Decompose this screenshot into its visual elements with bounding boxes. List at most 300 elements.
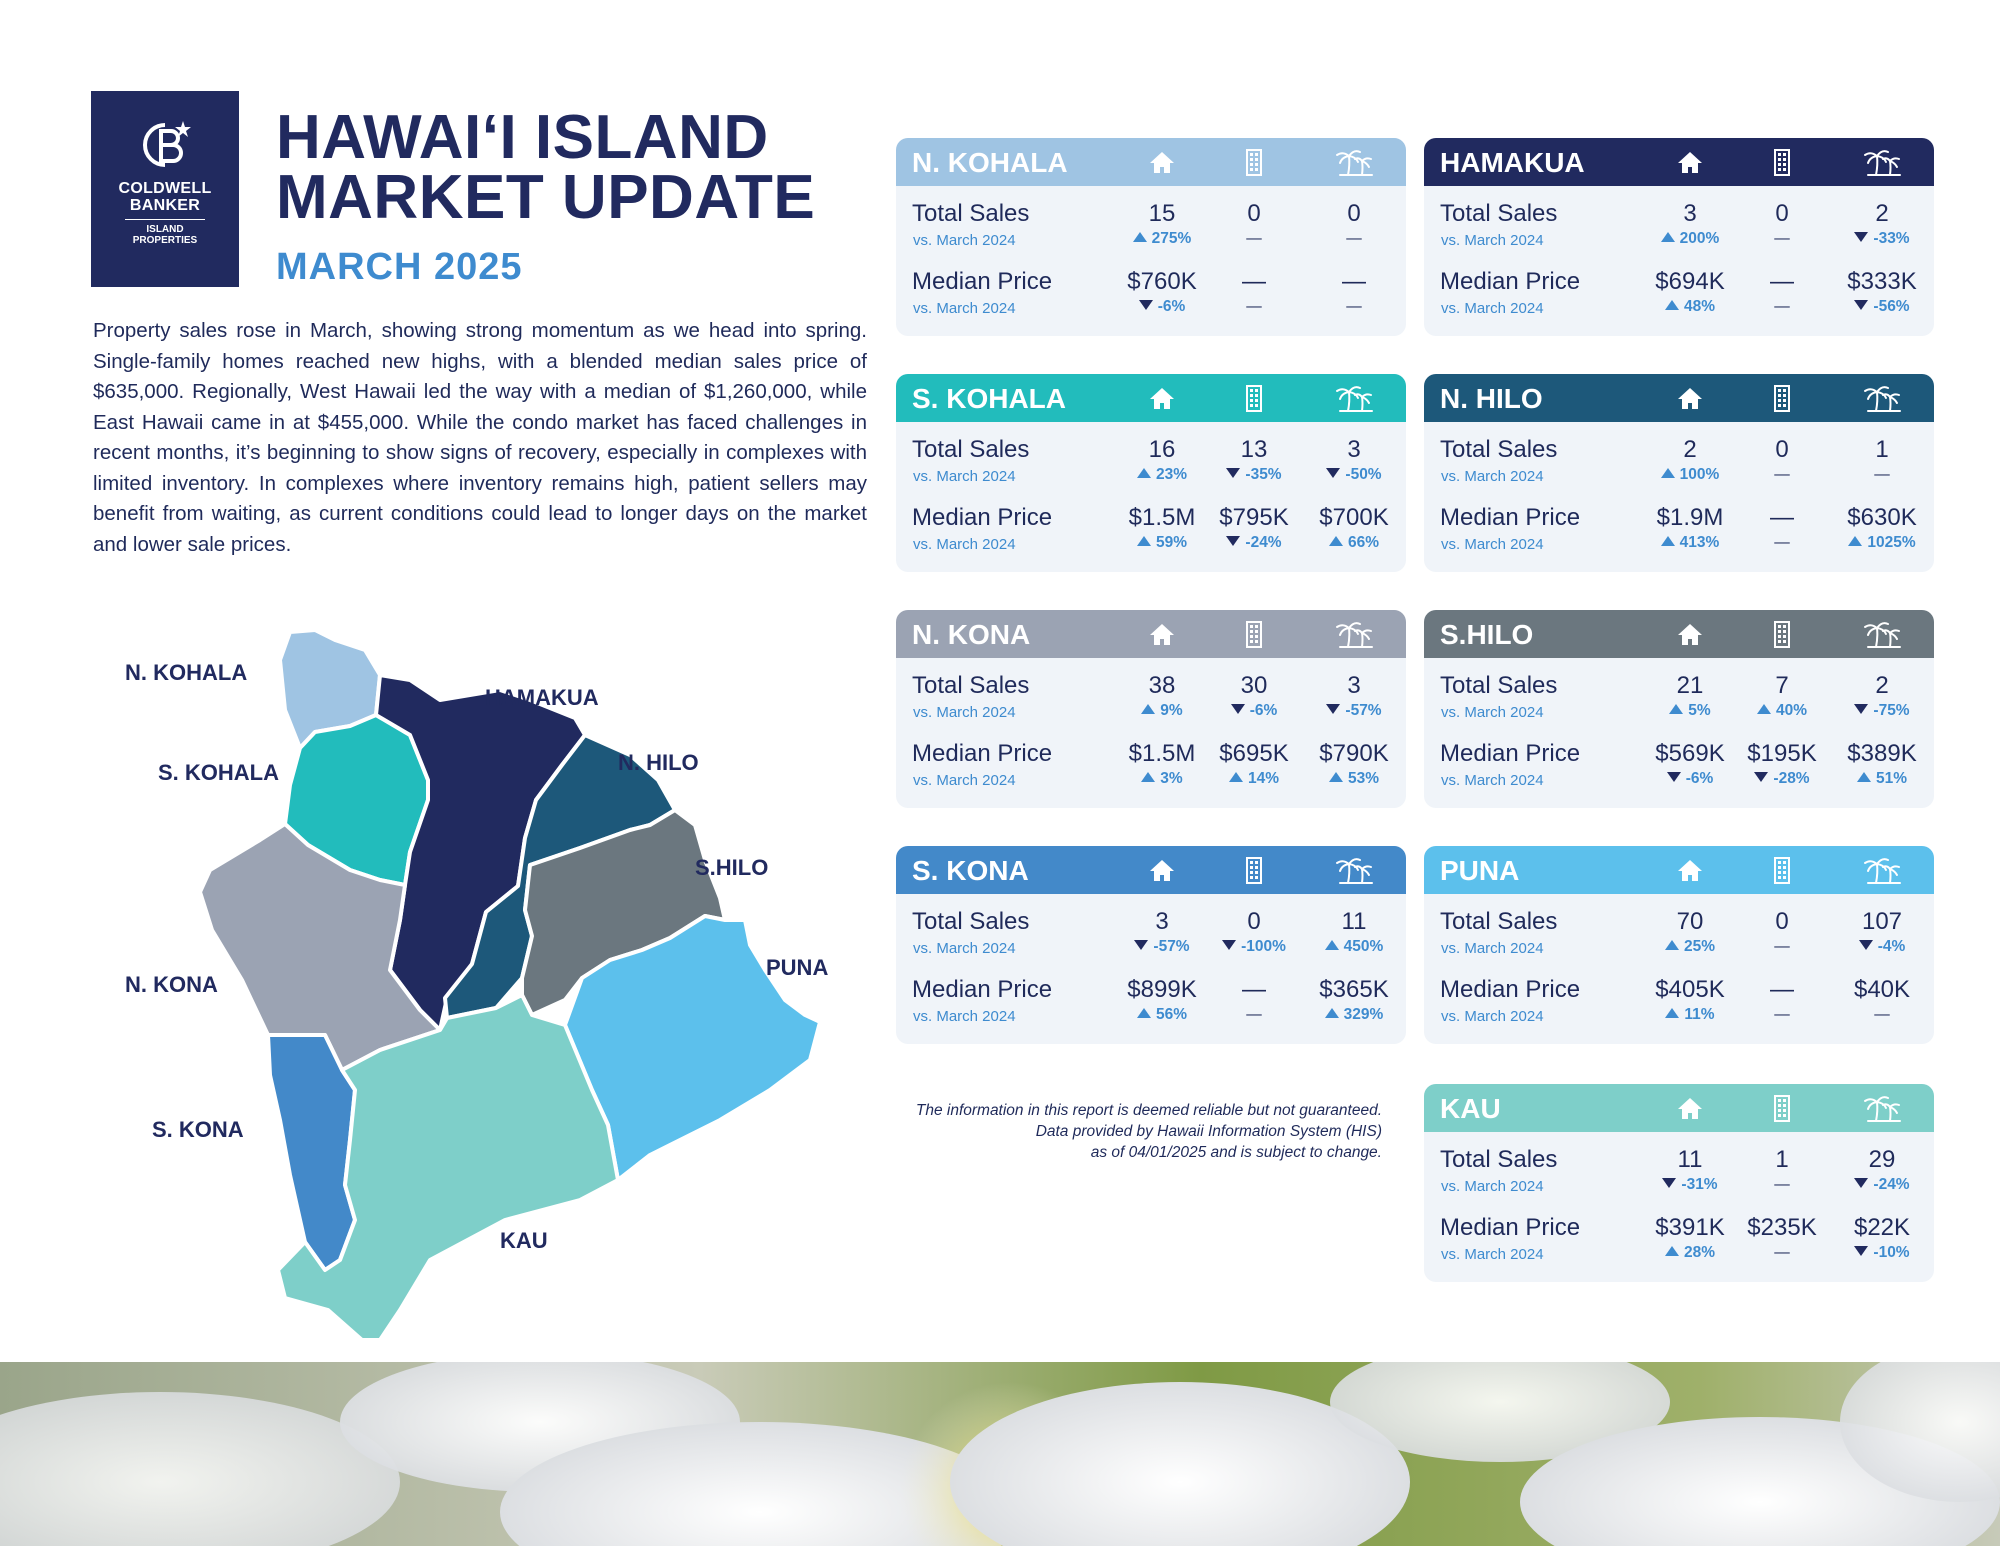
arrow-up-icon (1137, 536, 1151, 546)
change-value (1204, 228, 1304, 250)
metric-label: Total Sales (912, 908, 1030, 935)
metric-cell (1304, 504, 1404, 554)
home-icon (1147, 855, 1177, 885)
metric-cell (1732, 672, 1832, 722)
arrow-down-icon (1226, 468, 1240, 478)
metric-value: $1.5M (1128, 504, 1196, 531)
region-card-header (896, 846, 1406, 894)
map-label-hamakua: HAMAKUA (485, 685, 599, 710)
change-value (1832, 1004, 1932, 1026)
change-value (1732, 1004, 1832, 1026)
region-name: HAMAKUA (1440, 147, 1585, 178)
metric-label: Median Price (1440, 740, 1581, 767)
metric-cell (1832, 976, 1932, 1026)
land-palm-icon (1862, 147, 1892, 177)
comparison-label: vs. March 2024 (913, 536, 1016, 553)
region-name: KAU (1440, 1093, 1501, 1124)
home-icon (1147, 383, 1177, 413)
change-text: -6% (1685, 770, 1714, 787)
change-text: — (1774, 938, 1790, 955)
arrow-up-icon (1325, 1008, 1339, 1018)
change-value (1640, 296, 1740, 318)
change-value (1112, 228, 1212, 250)
title-line-1: HAWAI‘I ISLAND (276, 103, 769, 172)
change-value (1832, 228, 1932, 250)
change-value (1304, 1004, 1404, 1026)
change-text: — (1246, 298, 1262, 315)
metric-value: 1 (1775, 1146, 1789, 1173)
disclaimer-line-1: The information in this report is deemed reliable but not guaranteed. (915, 1102, 1382, 1119)
comparison-label: vs. March 2024 (1441, 772, 1544, 789)
comparison-label: vs. March 2024 (1441, 232, 1544, 249)
change-value (1732, 532, 1832, 554)
metric-cell (1732, 504, 1832, 554)
change-text: 1025% (1867, 534, 1916, 551)
change-text: 56% (1155, 1006, 1188, 1023)
change-text: — (1874, 466, 1890, 483)
region-card (896, 610, 1406, 808)
logo-sub-line1: ISLAND (146, 224, 184, 235)
metric-value: 38 (1148, 672, 1176, 699)
condo-icon (1767, 383, 1797, 413)
metric-value: 0 (1247, 908, 1261, 935)
metric-value: 0 (1247, 200, 1261, 227)
comparison-label: vs. March 2024 (913, 940, 1016, 957)
condo-icon (1767, 147, 1797, 177)
comparison-label: vs. March 2024 (913, 704, 1016, 721)
total-sales-row (896, 436, 1406, 500)
total-sales-row (896, 908, 1406, 972)
change-text: -28% (1773, 770, 1810, 787)
metric-cell (1732, 1146, 1832, 1196)
land-palm-icon (1334, 619, 1364, 649)
metric-label: Total Sales (912, 672, 1030, 699)
metric-label: Median Price (912, 976, 1053, 1003)
change-value (1640, 1004, 1740, 1026)
region-name: S.HILO (1440, 619, 1534, 650)
metric-value: 3 (1347, 436, 1361, 463)
metric-label: Total Sales (912, 200, 1030, 227)
arrow-down-icon (1667, 772, 1681, 782)
map-label-s-kona: S. KONA (152, 1117, 244, 1142)
change-text: 14% (1247, 770, 1280, 787)
median-price-row (1424, 1214, 1934, 1278)
metric-value: $235K (1747, 1214, 1817, 1241)
change-text: -31% (1681, 1176, 1718, 1193)
metric-value: 3 (1683, 200, 1697, 227)
metric-cell (1112, 740, 1212, 790)
comparison-label: vs. March 2024 (913, 468, 1016, 485)
metric-value: — (1770, 976, 1794, 1003)
region-card-header (1424, 610, 1934, 658)
change-value (1732, 768, 1832, 790)
metric-label: Median Price (912, 740, 1053, 767)
metric-cell (1832, 200, 1932, 250)
metric-cell (1832, 740, 1932, 790)
arrow-up-icon (1661, 232, 1675, 242)
metric-value: — (1770, 504, 1794, 531)
comparison-label: vs. March 2024 (913, 1008, 1016, 1025)
metric-value: 3 (1155, 908, 1169, 935)
metric-value: — (1242, 976, 1266, 1003)
metric-label: Median Price (912, 268, 1053, 295)
logo-sub-line2: PROPERTIES (132, 235, 198, 246)
change-value (1832, 1174, 1932, 1196)
metric-cell (1640, 976, 1740, 1026)
change-value (1112, 532, 1212, 554)
arrow-down-icon (1854, 1178, 1868, 1188)
metric-label: Total Sales (1440, 200, 1558, 227)
change-text: — (1246, 230, 1262, 247)
map-label-s-kohala: S. KOHALA (158, 760, 279, 785)
metric-cell (1304, 200, 1404, 250)
home-icon (1147, 147, 1177, 177)
total-sales-row (896, 200, 1406, 264)
comparison-label: vs. March 2024 (1441, 1178, 1544, 1195)
arrow-down-icon (1854, 232, 1868, 242)
condo-icon (1239, 383, 1269, 413)
metric-cell (1112, 672, 1212, 722)
change-text: — (1346, 298, 1362, 315)
metric-value: $195K (1747, 740, 1817, 767)
metric-value: 1 (1875, 436, 1889, 463)
change-text: 66% (1347, 534, 1380, 551)
change-text: — (1774, 1006, 1790, 1023)
island-map (110, 620, 840, 1350)
arrow-up-icon (1141, 772, 1155, 782)
change-value (1732, 700, 1832, 722)
region-card-header (896, 374, 1406, 422)
arrow-down-icon (1854, 300, 1868, 310)
change-value (1640, 464, 1740, 486)
change-text: — (1346, 230, 1362, 247)
change-text: -6% (1157, 298, 1186, 315)
change-text: 28% (1683, 1244, 1716, 1261)
region-card (1424, 610, 1934, 808)
condo-icon (1767, 855, 1797, 885)
home-icon (1675, 147, 1705, 177)
change-value (1112, 464, 1212, 486)
median-price-row (896, 504, 1406, 568)
change-value (1112, 296, 1212, 318)
region-card-header (1424, 138, 1934, 186)
change-value (1304, 700, 1404, 722)
metric-cell (1204, 268, 1304, 318)
change-value (1112, 768, 1212, 790)
median-price-row (896, 740, 1406, 804)
change-value (1832, 768, 1932, 790)
condo-icon (1239, 147, 1269, 177)
change-text: 11% (1684, 1006, 1715, 1023)
comparison-label: vs. March 2024 (913, 232, 1016, 249)
page-title (276, 103, 816, 232)
change-value (1732, 228, 1832, 250)
arrow-down-icon (1854, 704, 1868, 714)
change-value (1204, 700, 1304, 722)
arrow-up-icon (1325, 940, 1339, 950)
page-subtitle: MARCH 2025 (276, 246, 523, 288)
change-value (1204, 936, 1304, 958)
change-text: — (1774, 466, 1790, 483)
arrow-up-icon (1329, 772, 1343, 782)
metric-label: Total Sales (1440, 1146, 1558, 1173)
metric-value: $760K (1127, 268, 1197, 295)
change-text: 48% (1683, 298, 1716, 315)
arrow-down-icon (1326, 468, 1340, 478)
change-value (1640, 532, 1740, 554)
metric-cell (1732, 740, 1832, 790)
metric-cell (1732, 908, 1832, 958)
land-palm-icon (1334, 383, 1364, 413)
change-value (1640, 1174, 1740, 1196)
change-text: — (1774, 1244, 1790, 1261)
metric-value: $333K (1847, 268, 1917, 295)
metric-cell (1732, 1214, 1832, 1264)
metric-cell (1112, 504, 1212, 554)
metric-value: 29 (1868, 1146, 1896, 1173)
change-value (1640, 1242, 1740, 1264)
metric-label: Total Sales (912, 436, 1030, 463)
metric-cell (1204, 200, 1304, 250)
metric-value: $630K (1847, 504, 1917, 531)
metric-value: 3 (1347, 672, 1361, 699)
metric-value: $405K (1655, 976, 1725, 1003)
home-icon (1147, 619, 1177, 649)
metric-cell (1112, 976, 1212, 1026)
change-value (1112, 700, 1212, 722)
change-text: -57% (1345, 702, 1382, 719)
median-price-row (1424, 740, 1934, 804)
change-text: — (1246, 1006, 1262, 1023)
arrow-up-icon (1141, 704, 1155, 714)
metric-cell (1640, 1214, 1740, 1264)
metric-cell (1204, 436, 1304, 486)
title-line-2: MARKET UPDATE (276, 163, 816, 232)
arrow-up-icon (1133, 232, 1147, 242)
comparison-label: vs. March 2024 (1441, 300, 1544, 317)
land-palm-icon (1862, 855, 1892, 885)
map-label-s-hilo: S.HILO (695, 855, 769, 880)
metric-cell (1732, 436, 1832, 486)
metric-cell (1640, 436, 1740, 486)
metric-value: 13 (1240, 436, 1268, 463)
arrow-up-icon (1661, 536, 1675, 546)
change-text: -50% (1345, 466, 1382, 483)
metric-value: — (1242, 268, 1266, 295)
total-sales-row (1424, 1146, 1934, 1210)
metric-cell (1204, 976, 1304, 1026)
metric-cell (1304, 436, 1404, 486)
home-icon (1675, 383, 1705, 413)
land-palm-icon (1334, 147, 1364, 177)
metric-value: 16 (1148, 436, 1176, 463)
metric-cell (1204, 740, 1304, 790)
change-text: -24% (1245, 534, 1282, 551)
metric-label: Total Sales (1440, 436, 1558, 463)
region-name: PUNA (1440, 855, 1520, 886)
median-price-row (1424, 268, 1934, 332)
change-text: 51% (1875, 770, 1908, 787)
change-text: 5% (1688, 702, 1711, 719)
home-icon (1675, 855, 1705, 885)
arrow-up-icon (1665, 1246, 1679, 1256)
metric-label: Median Price (1440, 504, 1581, 531)
arrow-up-icon (1857, 772, 1871, 782)
metric-cell (1304, 672, 1404, 722)
metric-value: 2 (1875, 672, 1889, 699)
median-price-row (896, 268, 1406, 332)
map-label-n-kohala: N. KOHALA (125, 660, 248, 685)
median-price-row (896, 976, 1406, 1040)
metric-cell (1832, 436, 1932, 486)
region-name: N. HILO (1440, 383, 1543, 414)
change-value (1832, 1242, 1932, 1264)
region-card-header (896, 610, 1406, 658)
change-value (1732, 936, 1832, 958)
arrow-down-icon (1854, 1246, 1868, 1256)
change-text: -57% (1153, 938, 1190, 955)
region-name: N. KOHALA (912, 147, 1068, 178)
change-text: 40% (1775, 702, 1808, 719)
arrow-up-icon (1757, 704, 1771, 714)
comparison-label: vs. March 2024 (1441, 1246, 1544, 1263)
cb-monogram-icon (135, 117, 195, 175)
total-sales-row (1424, 436, 1934, 500)
metric-value: $695K (1219, 740, 1289, 767)
region-name: N. KONA (912, 619, 1031, 650)
change-text: -35% (1245, 466, 1282, 483)
logo-brand-line1: COLDWELL (118, 180, 212, 197)
change-value (1304, 936, 1404, 958)
change-text: — (1774, 534, 1790, 551)
arrow-down-icon (1662, 1178, 1676, 1188)
intro-paragraph: Property sales rose in March, showing strong momentum as we head into spring. Single-family homes reached new highs, with a blended median sales price of $635,000. Regionally, West Hawaii led the way with a median of $1,260,000, while East Hawaii came in at $455,000. While the condo market has faced challenges in recent months, it’s beginning to show signs of recovery, especially in complexes with limited inventory. In complexes where inventory remains high, patient sellers may benefit from waiting, as current conditions could lead to longer days on the market and lower sale prices. (93, 319, 867, 556)
arrow-up-icon (1661, 468, 1675, 478)
condo-icon (1239, 619, 1269, 649)
change-value (1732, 464, 1832, 486)
metric-cell (1204, 908, 1304, 958)
metric-cell (1640, 200, 1740, 250)
change-value (1640, 228, 1740, 250)
metric-cell (1304, 976, 1404, 1026)
change-text: 53% (1347, 770, 1380, 787)
change-value (1304, 228, 1404, 250)
metric-value: 0 (1775, 908, 1789, 935)
comparison-label: vs. March 2024 (1441, 704, 1544, 721)
comparison-label: vs. March 2024 (1441, 536, 1544, 553)
change-text: -56% (1873, 298, 1910, 315)
total-sales-row (1424, 908, 1934, 972)
arrow-down-icon (1134, 940, 1148, 950)
change-text: 100% (1679, 466, 1720, 483)
change-text: 25% (1683, 938, 1716, 955)
metric-cell (1832, 908, 1932, 958)
arrow-down-icon (1222, 940, 1236, 950)
region-card (1424, 374, 1934, 572)
condo-icon (1239, 855, 1269, 885)
arrow-down-icon (1326, 704, 1340, 714)
change-value (1204, 296, 1304, 318)
region-card (1424, 846, 1934, 1044)
change-text: 450% (1343, 938, 1384, 955)
change-text: 59% (1155, 534, 1188, 551)
condo-icon (1767, 619, 1797, 649)
metric-cell (1112, 436, 1212, 486)
metric-value: 21 (1676, 672, 1704, 699)
change-value (1112, 936, 1212, 958)
metric-cell (1640, 1146, 1740, 1196)
metric-value: 0 (1775, 200, 1789, 227)
change-text: -100% (1241, 938, 1286, 955)
change-text: -4% (1877, 938, 1906, 955)
coldwell-banker-logo (91, 91, 239, 287)
comparison-label: vs. March 2024 (1441, 1008, 1544, 1025)
map-label-kau: KAU (500, 1228, 548, 1253)
metric-cell (1204, 504, 1304, 554)
change-text: — (1774, 298, 1790, 315)
disclaimer-line-3: as of 04/01/2025 and is subject to change. (1090, 1144, 1382, 1161)
metric-value: $22K (1853, 1214, 1911, 1241)
change-value (1640, 936, 1740, 958)
total-sales-row (896, 672, 1406, 736)
home-icon (1675, 1093, 1705, 1123)
region-card (1424, 138, 1934, 336)
metric-value: $1.5M (1128, 740, 1196, 767)
arrow-down-icon (1754, 772, 1768, 782)
metric-value: $569K (1655, 740, 1725, 767)
metric-value: 0 (1347, 200, 1361, 227)
median-price-row (1424, 504, 1934, 568)
region-card-header (1424, 846, 1934, 894)
disclaimer (830, 1100, 1382, 1163)
metric-cell (1832, 268, 1932, 318)
home-icon (1675, 619, 1705, 649)
change-value (1732, 296, 1832, 318)
change-value (1304, 768, 1404, 790)
logo-brand-line2: BANKER (129, 197, 201, 214)
land-palm-icon (1862, 383, 1892, 413)
metric-label: Total Sales (1440, 672, 1558, 699)
arrow-up-icon (1329, 536, 1343, 546)
metric-cell (1640, 740, 1740, 790)
metric-value: 2 (1875, 200, 1889, 227)
metric-value: $795K (1219, 504, 1289, 531)
metric-value: $389K (1847, 740, 1917, 767)
arrow-up-icon (1665, 300, 1679, 310)
arrow-up-icon (1229, 772, 1243, 782)
change-value (1640, 700, 1740, 722)
change-value (1304, 464, 1404, 486)
change-value (1832, 700, 1932, 722)
land-palm-icon (1334, 855, 1364, 885)
metric-cell (1640, 908, 1740, 958)
metric-value: — (1770, 268, 1794, 295)
metric-cell (1732, 200, 1832, 250)
change-text: — (1774, 230, 1790, 247)
region-card (896, 374, 1406, 572)
change-text: -24% (1873, 1176, 1910, 1193)
metric-cell (1832, 1146, 1932, 1196)
region-card-header (1424, 1084, 1934, 1132)
metric-value: 15 (1148, 200, 1176, 227)
land-palm-icon (1862, 1093, 1892, 1123)
metric-value: 0 (1775, 436, 1789, 463)
metric-value: — (1342, 268, 1366, 295)
arrow-down-icon (1226, 536, 1240, 546)
metric-label: Total Sales (1440, 908, 1558, 935)
change-text: 413% (1679, 534, 1720, 551)
change-value (1832, 936, 1932, 958)
